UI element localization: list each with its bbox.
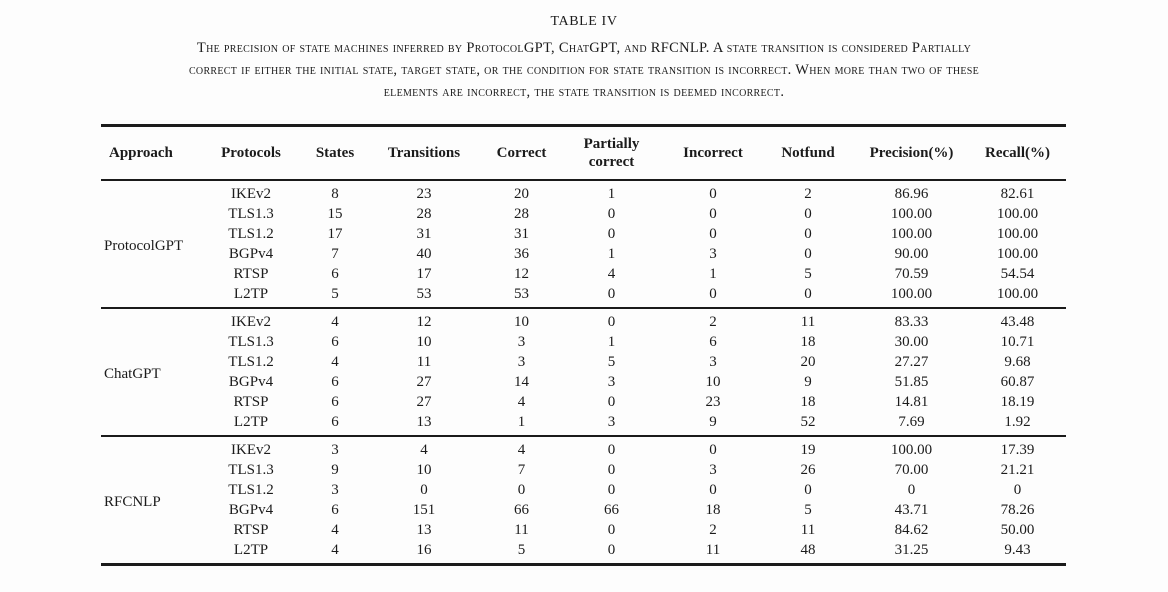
cell-states: 6 bbox=[331, 394, 339, 410]
cell-protocol: TLS1.3 bbox=[228, 462, 274, 478]
cell-transitions: 31 bbox=[416, 226, 432, 242]
cell-correct: 12 bbox=[514, 266, 529, 282]
cell-incorrect: 0 bbox=[709, 206, 717, 222]
cell-incorrect: 2 bbox=[709, 314, 717, 330]
cell-partially-correct: 0 bbox=[607, 542, 616, 558]
approach-group-protocolgpt bbox=[101, 180, 1066, 308]
table-caption-block bbox=[0, 0, 1168, 103]
cell-states: 6 bbox=[331, 414, 339, 430]
cell-incorrect: 18 bbox=[705, 502, 721, 518]
table-row bbox=[101, 224, 1066, 244]
cell-transitions: 40 bbox=[416, 246, 432, 262]
header-row bbox=[101, 126, 1066, 181]
cell-precision: 51.85 bbox=[894, 374, 929, 390]
cell-notfund: 20 bbox=[800, 354, 816, 370]
cell-incorrect: 3 bbox=[709, 354, 717, 370]
cell-recall: 18.19 bbox=[1000, 394, 1035, 410]
cell-partially-correct: 0 bbox=[607, 226, 616, 242]
table-row bbox=[101, 392, 1066, 412]
col-header-states: States bbox=[315, 145, 355, 161]
cell-recall: 9.68 bbox=[1004, 354, 1031, 370]
cell-partially-correct: 0 bbox=[607, 442, 616, 458]
table-row bbox=[101, 264, 1066, 284]
cell-correct: 1 bbox=[517, 414, 526, 430]
table-row bbox=[101, 308, 1066, 332]
col-header-approach: Approach bbox=[109, 145, 173, 161]
cell-notfund: 9 bbox=[804, 374, 812, 390]
cell-precision: 0 bbox=[907, 482, 916, 498]
cell-states: 4 bbox=[331, 522, 339, 538]
cell-transitions: 10 bbox=[416, 462, 432, 478]
approach-group-rfcnlp bbox=[101, 436, 1066, 565]
cell-protocol: RTSP bbox=[233, 394, 269, 410]
cell-transitions: 17 bbox=[416, 266, 432, 282]
cell-protocol: BGPv4 bbox=[228, 502, 274, 518]
cell-recall: 100.00 bbox=[996, 286, 1039, 302]
cell-partially-correct: 1 bbox=[607, 246, 616, 262]
cell-transitions: 12 bbox=[416, 314, 432, 330]
cell-states: 4 bbox=[331, 354, 339, 370]
cell-recall: 54.54 bbox=[1000, 266, 1035, 282]
cell-transitions: 11 bbox=[416, 354, 432, 370]
cell-transitions: 0 bbox=[420, 482, 428, 498]
cell-correct: 36 bbox=[514, 246, 529, 262]
results-table bbox=[101, 124, 1066, 566]
cell-notfund: 18 bbox=[800, 394, 816, 410]
cell-partially-correct: 0 bbox=[607, 286, 616, 302]
cell-transitions: 27 bbox=[416, 374, 432, 390]
cell-notfund: 26 bbox=[800, 462, 816, 478]
cell-partially-correct: 66 bbox=[604, 502, 619, 518]
cell-correct: 31 bbox=[514, 226, 529, 242]
cell-incorrect: 0 bbox=[709, 442, 717, 458]
cell-precision: 83.33 bbox=[894, 314, 929, 330]
cell-partially-correct: 0 bbox=[607, 206, 616, 222]
cell-notfund: 5 bbox=[804, 502, 812, 518]
cell-recall: 100.00 bbox=[996, 226, 1039, 242]
cell-notfund: 19 bbox=[800, 442, 816, 458]
col-header-precision: Precision(%) bbox=[869, 145, 954, 161]
cell-states: 17 bbox=[327, 226, 343, 242]
cell-partially-correct: 0 bbox=[607, 462, 616, 478]
cell-states: 6 bbox=[331, 266, 339, 282]
cell-incorrect: 11 bbox=[705, 542, 721, 558]
cell-transitions: 13 bbox=[416, 414, 432, 430]
cell-protocol: L2TP bbox=[233, 414, 269, 430]
cell-incorrect: 2 bbox=[709, 522, 717, 538]
cell-states: 7 bbox=[331, 246, 339, 262]
cell-incorrect: 0 bbox=[709, 186, 717, 202]
cell-transitions: 13 bbox=[416, 522, 432, 538]
cell-transitions: 16 bbox=[416, 542, 432, 558]
cell-recall: 21.21 bbox=[1000, 462, 1035, 478]
table-row bbox=[101, 460, 1066, 480]
cell-protocol: L2TP bbox=[233, 542, 269, 558]
cell-states: 6 bbox=[331, 374, 339, 390]
cell-correct: 3 bbox=[517, 354, 526, 370]
approach-label: ProtocolGPT bbox=[104, 237, 184, 254]
cell-recall: 100.00 bbox=[996, 246, 1039, 262]
caption-line-2: correct if either the initial state, target state, or the condition for state transition is incorrect. When more than two of these bbox=[188, 62, 980, 78]
cell-notfund: 0 bbox=[804, 206, 812, 222]
cell-protocol: IKEv2 bbox=[231, 186, 271, 202]
caption-line-3: elements are incorrect, the state transition is deemed incorrect. bbox=[383, 84, 785, 100]
cell-transitions: 10 bbox=[416, 334, 432, 350]
table-row bbox=[101, 520, 1066, 540]
table-row bbox=[101, 284, 1066, 308]
cell-notfund: 0 bbox=[804, 482, 812, 498]
cell-protocol: BGPv4 bbox=[228, 374, 274, 390]
cell-notfund: 2 bbox=[804, 186, 812, 202]
cell-partially-correct: 5 bbox=[607, 354, 616, 370]
cell-precision: 86.96 bbox=[894, 186, 929, 202]
cell-transitions: 151 bbox=[412, 502, 436, 518]
cell-partially-correct: 3 bbox=[607, 414, 616, 430]
caption-line-1: The precision of state machines inferred by ProtocolGPT, ChatGPT, and RFCNLP. A state transition is considered Partially bbox=[196, 40, 972, 56]
cell-correct: 0 bbox=[517, 482, 526, 498]
cell-precision: 43.71 bbox=[894, 502, 929, 518]
cell-correct: 66 bbox=[514, 502, 529, 518]
cell-protocol: TLS1.2 bbox=[228, 482, 274, 498]
cell-precision: 31.25 bbox=[894, 542, 929, 558]
approach-label: RFCNLP bbox=[104, 493, 161, 510]
cell-correct: 11 bbox=[514, 522, 529, 538]
cell-protocol: IKEv2 bbox=[231, 314, 271, 330]
cell-recall: 78.26 bbox=[1000, 502, 1035, 518]
col-header-partially-correct: Partially correct bbox=[583, 136, 640, 170]
cell-recall: 1.92 bbox=[1004, 414, 1031, 430]
cell-protocol: TLS1.3 bbox=[228, 206, 274, 222]
cell-notfund: 52 bbox=[800, 414, 816, 430]
cell-precision: 30.00 bbox=[894, 334, 929, 350]
cell-notfund: 48 bbox=[800, 542, 816, 558]
cell-states: 8 bbox=[331, 186, 339, 202]
cell-precision: 100.00 bbox=[890, 442, 933, 458]
cell-transitions: 53 bbox=[416, 286, 432, 302]
cell-correct: 28 bbox=[514, 206, 529, 222]
cell-partially-correct: 0 bbox=[607, 522, 616, 538]
col-header-notfund: Notfund bbox=[781, 145, 835, 161]
cell-states: 15 bbox=[327, 206, 343, 222]
cell-partially-correct: 3 bbox=[607, 374, 616, 390]
cell-transitions: 27 bbox=[416, 394, 432, 410]
cell-incorrect: 6 bbox=[709, 334, 717, 350]
cell-notfund: 0 bbox=[804, 286, 812, 302]
cell-partially-correct: 0 bbox=[607, 482, 616, 498]
col-header-recall: Recall(%) bbox=[985, 145, 1050, 161]
cell-precision: 100.00 bbox=[890, 206, 933, 222]
table-row bbox=[101, 352, 1066, 372]
cell-states: 4 bbox=[331, 314, 339, 330]
cell-correct: 10 bbox=[514, 314, 529, 330]
cell-correct: 7 bbox=[517, 462, 526, 478]
cell-protocol: BGPv4 bbox=[228, 246, 274, 262]
cell-precision: 7.69 bbox=[898, 414, 925, 430]
cell-recall: 0 bbox=[1013, 482, 1022, 498]
cell-states: 5 bbox=[331, 286, 339, 302]
cell-precision: 14.81 bbox=[894, 394, 929, 410]
cell-partially-correct: 1 bbox=[607, 186, 616, 202]
cell-recall: 82.61 bbox=[1000, 186, 1035, 202]
cell-correct: 5 bbox=[517, 542, 526, 558]
cell-precision: 100.00 bbox=[890, 226, 933, 242]
cell-incorrect: 3 bbox=[709, 246, 717, 262]
table-row bbox=[101, 540, 1066, 565]
cell-correct: 4 bbox=[517, 394, 526, 410]
cell-correct: 14 bbox=[514, 374, 529, 390]
cell-notfund: 11 bbox=[800, 522, 816, 538]
cell-incorrect: 10 bbox=[705, 374, 721, 390]
table-row bbox=[101, 372, 1066, 392]
cell-transitions: 4 bbox=[420, 442, 428, 458]
cell-precision: 84.62 bbox=[894, 522, 929, 538]
cell-incorrect: 0 bbox=[709, 226, 717, 242]
cell-protocol: L2TP bbox=[233, 286, 269, 302]
cell-states: 4 bbox=[331, 542, 339, 558]
cell-states: 6 bbox=[331, 334, 339, 350]
table-row bbox=[101, 332, 1066, 352]
cell-correct: 3 bbox=[517, 334, 526, 350]
cell-notfund: 5 bbox=[804, 266, 812, 282]
col-header-protocols: Protocols bbox=[221, 145, 281, 161]
cell-recall: 50.00 bbox=[1000, 522, 1035, 538]
cell-states: 3 bbox=[331, 442, 339, 458]
cell-incorrect: 1 bbox=[709, 266, 717, 282]
table-row bbox=[101, 244, 1066, 264]
cell-precision: 90.00 bbox=[894, 246, 929, 262]
cell-protocol: IKEv2 bbox=[231, 442, 271, 458]
cell-states: 9 bbox=[331, 462, 339, 478]
cell-correct: 4 bbox=[517, 442, 526, 458]
cell-recall: 17.39 bbox=[1000, 442, 1035, 458]
cell-transitions: 23 bbox=[416, 186, 432, 202]
cell-precision: 27.27 bbox=[894, 354, 929, 370]
cell-recall: 10.71 bbox=[1000, 334, 1035, 350]
table-caption-text bbox=[0, 37, 1168, 103]
cell-transitions: 28 bbox=[416, 206, 432, 222]
cell-incorrect: 3 bbox=[709, 462, 717, 478]
cell-incorrect: 0 bbox=[709, 482, 717, 498]
cell-notfund: 11 bbox=[800, 314, 816, 330]
cell-correct: 20 bbox=[514, 186, 529, 202]
table-row bbox=[101, 436, 1066, 460]
cell-recall: 43.48 bbox=[1000, 314, 1035, 330]
cell-states: 3 bbox=[331, 482, 339, 498]
cell-states: 6 bbox=[331, 502, 339, 518]
cell-incorrect: 23 bbox=[705, 394, 721, 410]
cell-recall: 100.00 bbox=[996, 206, 1039, 222]
cell-recall: 60.87 bbox=[1000, 374, 1035, 390]
cell-notfund: 18 bbox=[800, 334, 816, 350]
cell-partially-correct: 4 bbox=[607, 266, 616, 282]
col-header-incorrect: Incorrect bbox=[683, 145, 743, 161]
cell-protocol: RTSP bbox=[233, 266, 269, 282]
table-row bbox=[101, 180, 1066, 204]
table-label: TABLE IV bbox=[550, 14, 618, 29]
cell-precision: 70.00 bbox=[894, 462, 929, 478]
cell-protocol: RTSP bbox=[233, 522, 269, 538]
cell-notfund: 0 bbox=[804, 226, 812, 242]
table-row bbox=[101, 500, 1066, 520]
cell-partially-correct: 1 bbox=[607, 334, 616, 350]
cell-incorrect: 9 bbox=[709, 414, 717, 430]
cell-notfund: 0 bbox=[804, 246, 812, 262]
cell-protocol: TLS1.2 bbox=[228, 354, 274, 370]
cell-partially-correct: 0 bbox=[607, 314, 616, 330]
cell-recall: 9.43 bbox=[1004, 542, 1031, 558]
table-header bbox=[101, 126, 1066, 181]
approach-label: ChatGPT bbox=[104, 365, 161, 382]
col-header-transitions: Transitions bbox=[387, 145, 461, 161]
cell-protocol: TLS1.3 bbox=[228, 334, 274, 350]
cell-precision: 70.59 bbox=[894, 266, 929, 282]
approach-group-chatgpt bbox=[101, 308, 1066, 436]
cell-incorrect: 0 bbox=[709, 286, 717, 302]
table-row bbox=[101, 204, 1066, 224]
table-row bbox=[101, 480, 1066, 500]
cell-partially-correct: 0 bbox=[607, 394, 616, 410]
table-row bbox=[101, 412, 1066, 436]
cell-correct: 53 bbox=[514, 286, 529, 302]
cell-precision: 100.00 bbox=[890, 286, 933, 302]
cell-protocol: TLS1.2 bbox=[228, 226, 274, 242]
col-header-correct: Correct bbox=[496, 145, 547, 161]
